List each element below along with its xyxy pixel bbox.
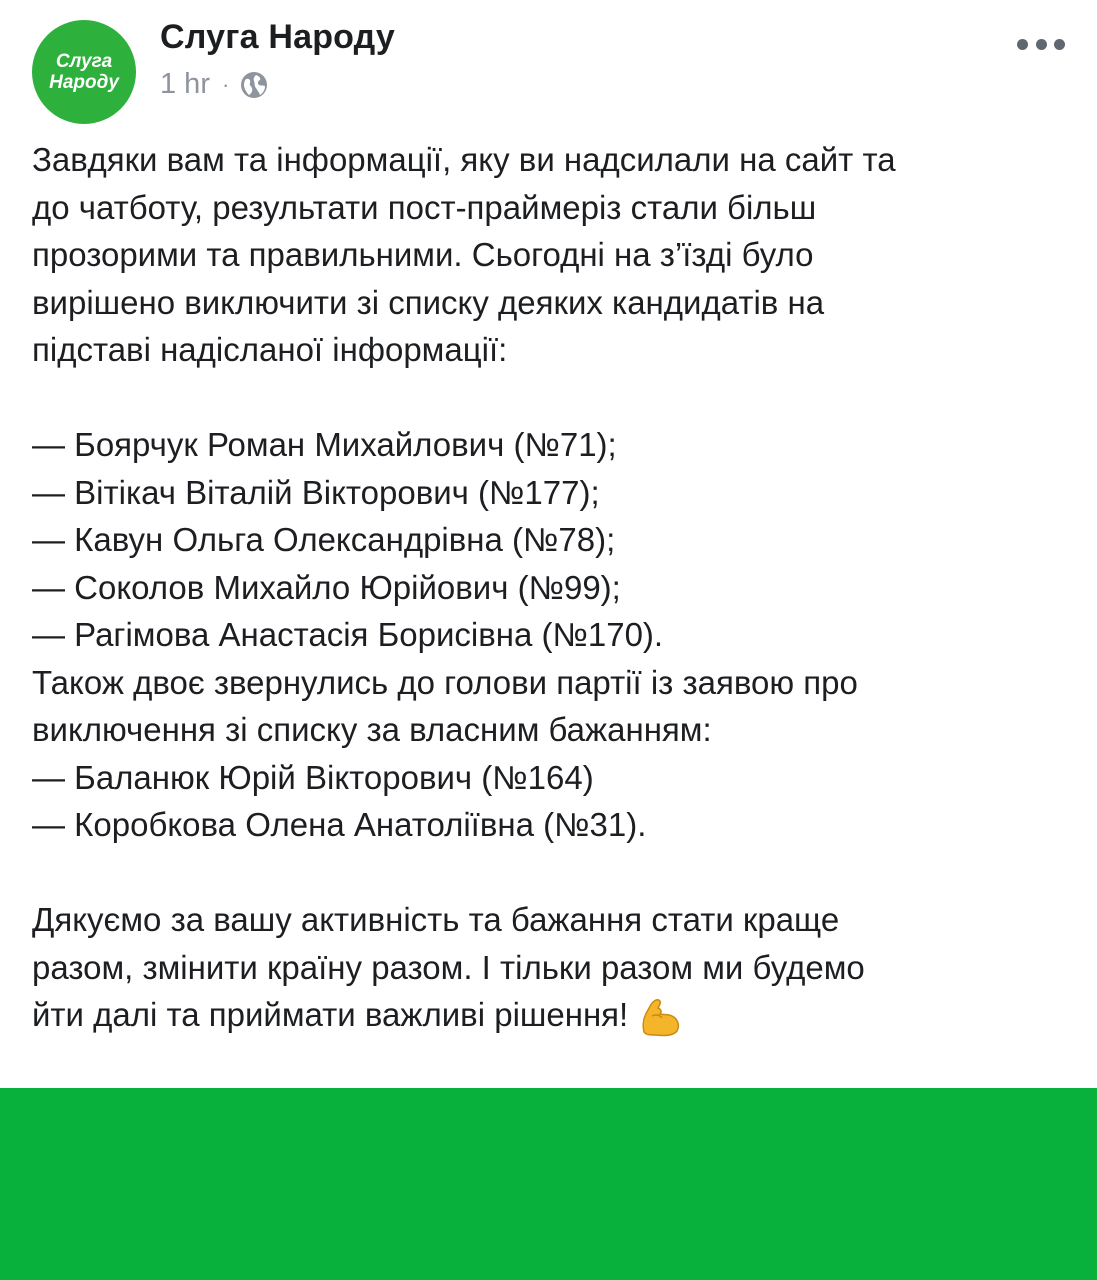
paragraph-spacer — [32, 849, 1072, 897]
text-line: вирішено виключити зі списку деяких кандидатів на — [32, 283, 825, 321]
more-dot-icon — [1054, 39, 1065, 50]
paragraph-spacer — [32, 374, 1072, 422]
green-banner — [0, 1088, 1097, 1280]
page-name-link[interactable]: Слуга Народу — [160, 18, 395, 56]
text-line: до чатботу, результати пост-праймеріз стали більш — [32, 188, 817, 226]
more-dot-icon — [1036, 39, 1047, 50]
post-text — [32, 136, 1072, 1040]
more-dot-icon — [1017, 39, 1028, 50]
list-item: — Рагімова Анастасія Борисівна (№170). — [32, 616, 664, 653]
post-header — [0, 0, 1097, 120]
list-item: — Вітікач Віталій Вікторович (№177); — [32, 473, 600, 511]
page-avatar[interactable] — [32, 20, 136, 124]
post-timestamp[interactable]: 1 hr — [160, 68, 210, 100]
closing-line — [32, 991, 1072, 1040]
text-line: Завдяки вам та інформації, яку ви надсилали на сайт та — [32, 141, 896, 178]
text-line: йти далі та приймати важливі рішення! — [32, 996, 629, 1033]
list-item: — Соколов Михайло Юрійович (№99); — [32, 568, 621, 606]
text-line: Також двоє звернулись до голови партії із заявою про — [32, 663, 858, 701]
more-options-button[interactable] — [1017, 30, 1065, 58]
list-item: — Коробкова Олена Анатоліївна (№31). — [32, 806, 647, 843]
list-item: — Боярчук Роман Михайлович (№71); — [32, 426, 617, 463]
avatar-text-line1: Слуга — [55, 51, 113, 72]
list-item: — Баланюк Юрій Вікторович (№164) — [32, 758, 594, 796]
meta-separator: · — [221, 71, 230, 97]
text-line: Дякуємо за вашу активність та бажання стати краще — [32, 901, 840, 938]
post-meta — [160, 68, 269, 101]
text-line: прозорими та правильними. Сьогодні на з’їзді було — [32, 236, 814, 273]
flexed-biceps-icon — [638, 994, 684, 1040]
text-line: підставі надісланої інформації: — [32, 331, 508, 368]
intro-paragraph — [32, 136, 1072, 374]
globe-icon[interactable] — [239, 70, 269, 100]
list-item: — Кавун Ольга Олександрівна (№78); — [32, 521, 616, 558]
text-line: виключення зі списку за власним бажанням: — [32, 711, 712, 748]
closing-paragraph — [32, 896, 1072, 1040]
text-line: разом, змінити країну разом. І тільки разом ми будемо — [32, 948, 865, 986]
excluded-list — [32, 421, 1072, 849]
avatar-text-line2: Народу — [49, 72, 119, 93]
